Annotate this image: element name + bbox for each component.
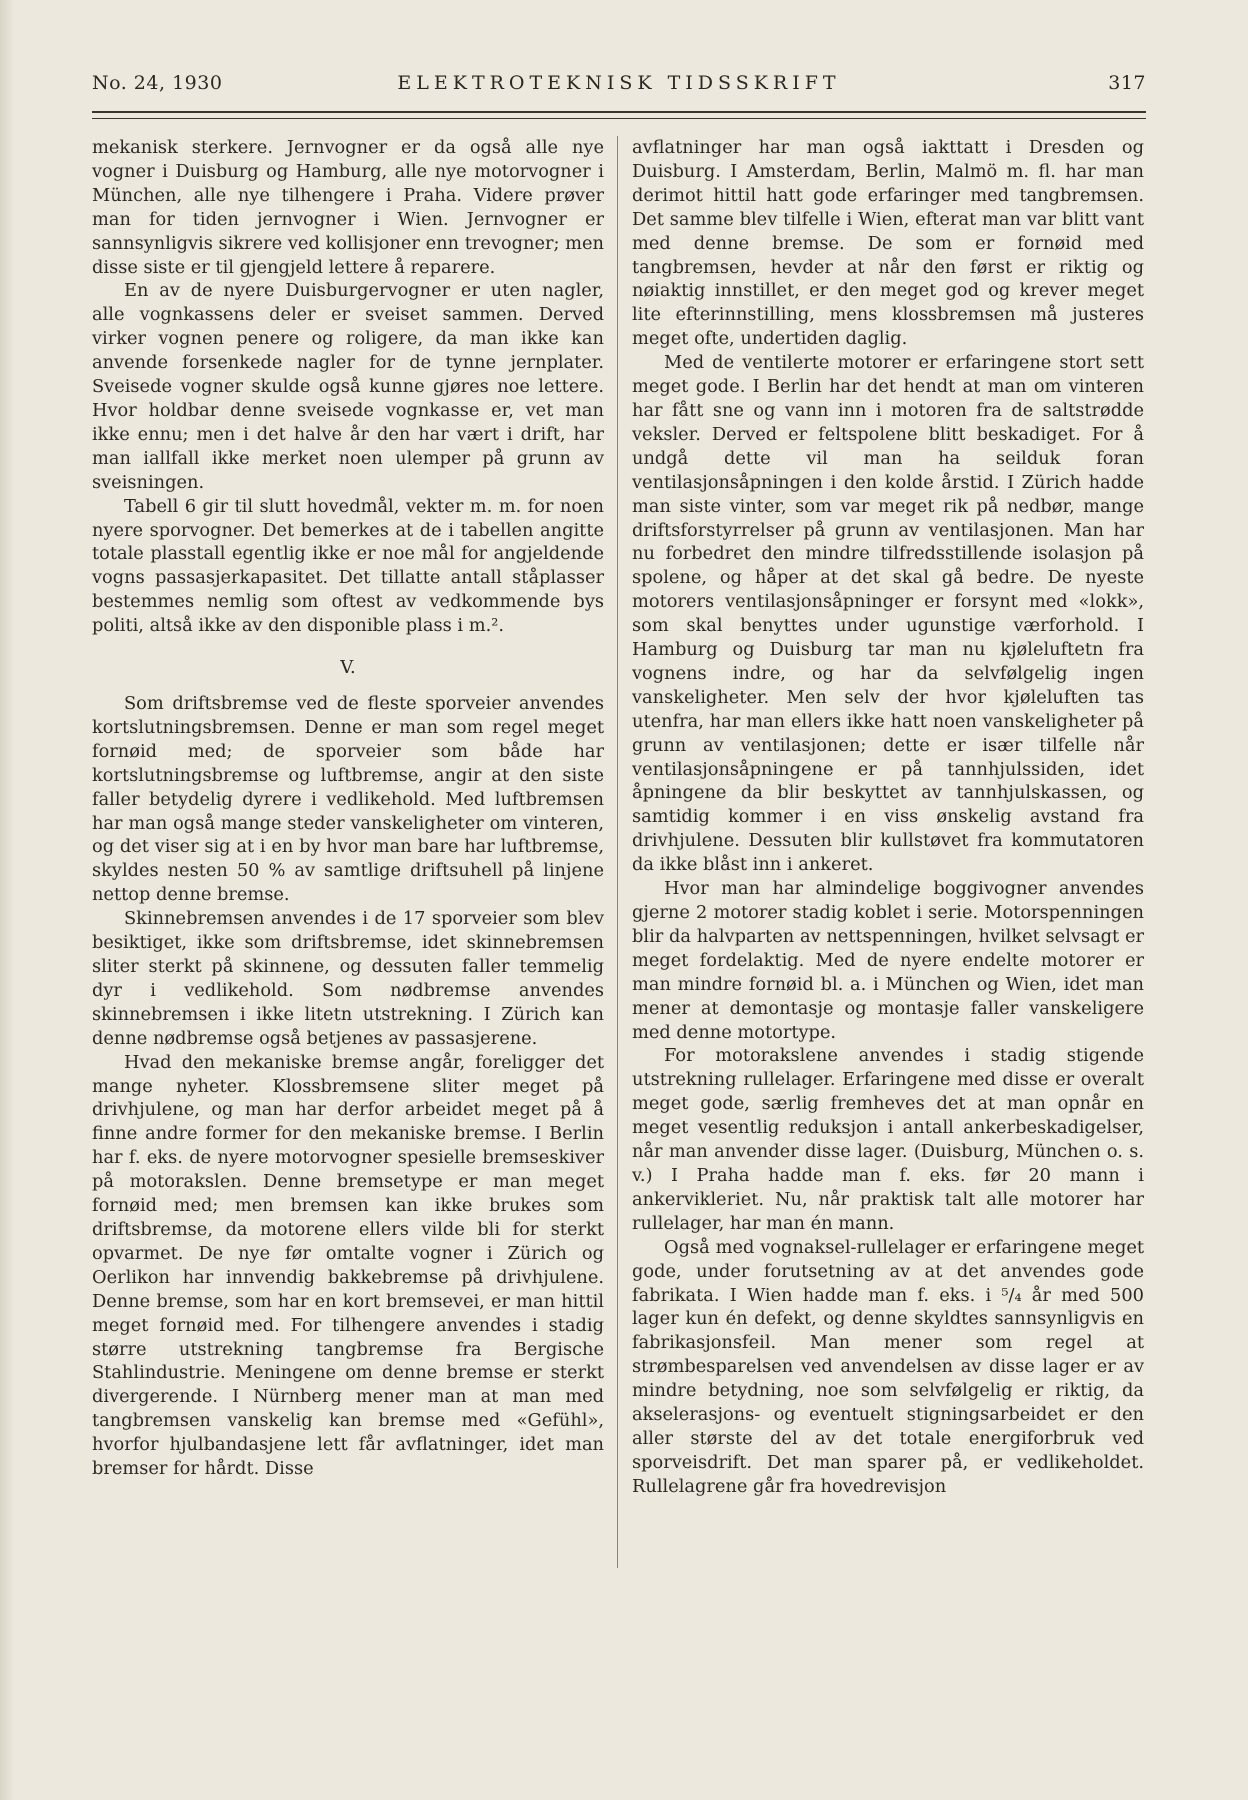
- paragraph: Hvor man har almindelige boggivogner anvendes gjerne 2 motorer stadig koblet i serie. Motorspenningen blir da halvparten av nettspenningen, hvilket selvsagt er meget fordelaktig. Med de nyere endelte motorer er man mindre fornøid bl. a. i München og Wien, idet man mener at demontasje og montasje faller vanskeligere med denne motortype.: [632, 878, 1144, 1043]
- paragraph: mekanisk sterkere. Jernvogner er da også alle nye vogner i Duisburg og Hamburg, alle nye motorvogner i München, alle nye tilhengere i Praha. Videre prøver man for tiden jernvogner i Wien. Jernvogner er sannsynligvis sikrere ved kollisjoner enn trevogner; men disse siste er til gjengjeld lettere å reparere.: [92, 137, 604, 278]
- paragraph: Også med vognaksel-rullelager er erfaringene meget gode, under forutsetning av at det anvendes gode fabrikata. I Wien hadde man f. eks. i ⁵/₄ år med 500 lager kun én defekt, og denne skyldtes sannsynligvis en fabrikasjonsfeil. Man mener som regel at strømbesparelsen ved anvendelsen av disse lager er av mindre betydning, noe som selvfølgelig er riktig, da akselerasjons- og eventuelt stigningsarbeidet er den aller største del av det totale energiforbruk ved sporveisdrift. Det man sparer på, er vedlikeholdet. Rullelagrene går fra hovedrevisjon: [632, 1236, 1144, 1497]
- journal-title: ELEKTROTEKNISK TIDSSKRIFT: [397, 72, 841, 94]
- paragraph: Hvad den mekaniske bremse angår, foreligger det mange nyheter. Klossbremsene sliter meget på drivhjulene, og man har derfor arbeidet meget på å finne andre former for den mekaniske bremse. I Berlin har f. eks. de nyere motorvogner spesielle bremseskiver på motorakslen. Denne bremsetype er man meget fornøid med; men bremsen kan ikke brukes som driftsbremse, da motorene ellers vilde bli for sterkt opvarmet. De nye før omtalte vogner i Zürich og Oerlikon har innvendig bakkebremse på drivhjulene. Denne bremse, som har en kort bremsevei, er man hittil meget fornøid med. For tilhengere anvendes i stadig større utstrekning tangbremse fra Bergische Stahlindustrie. Meningene om denne bremse er sterkt divergerende. I Nürnberg mener man at man med tangbremsen vanskelig kan bremse med «Gefühl», hvorfor hjulbandasjene lett får avflatninger, idet man bremser for hårdt. Disse: [92, 1051, 604, 1480]
- column-divider: [617, 136, 618, 1568]
- left-column: [92, 136, 604, 1481]
- paragraph: For motorakslene anvendes i stadig stigende utstrekning rullelager. Erfaringene med disse er overalt meget gode, særlig fremheves det at man opnår en meget vesentlig reduksjon i antall ankerbeskadigelser, når man anvender disse lager. (Duisburg, München o. s. v.) I Praha hadde man f. eks. før 20 mann i ankervikleriet. Nu, når praktisk talt alle motorer har rullelager, har man én mann.: [632, 1045, 1144, 1234]
- running-header: [92, 70, 1146, 100]
- paragraph: avflatninger har man også iakttatt i Dresden og Duisburg. I Amsterdam, Berlin, Malmö m. fl. har man derimot hittil hatt gode erfaringer med tangbremsen. Det samme blev tilfelle i Wien, efterat man var blitt vant med denne bremse. De som er fornøid med tangbremsen, hevder at når den først er riktig og nøiaktig innstillet, er den meget god og krever meget lite efterinnstilling, mens klossbremsen må justeres meget ofte, undertiden daglig.: [632, 137, 1144, 350]
- paragraph: Med de ventilerte motorer er erfaringene stort sett meget gode. I Berlin har det hendt at man om vinteren har fått sne og vann inn i motoren fra de saltstrødde veksler. Derved er feltspolene blitt beskadiget. For å undgå dette vil man ha seilduk foran ventilasjonsåpningen i den kolde årstid. I Zürich hadde man siste vinter, som var meget rik på nedbør, mange driftsforstyrrelser på grunn av ventilasjonen. Man har nu forbedret den mindre tilfredsstillende isolasjon på spolene, og håper at det skal gå bedre. De nyeste motorers ventilasjonsåpninger er forsynt med «lokk», som skal benyttes under ugunstige værforhold. I Hamburg og Duisburg tar man nu kjøleluftetn fra vognens indre, og har da selvfølgelig ingen vanskeligheter. Men selv der hvor kjøleluften tas utenfra, har man ellers ikke hatt noen vanskeligheter på grunn av ventilasjonen; dette er især tilfelle når ventilasjonsåpningene er på tannhjulssiden, idet åpningene da blir beskyttet av tannhjulskassen, og samtidig kommer i en viss ønskelig avstand fra drivhjulene. Dessuten blir kullstøvet fra kommutatoren da ikke blåst inn i ankeret.: [632, 352, 1144, 876]
- issue-number: No. 24, 1930: [92, 72, 223, 94]
- page-number: 317: [1108, 72, 1146, 94]
- paragraph: Skinnebremsen anvendes i de 17 sporveier som blev besiktiget, ikke som driftsbremse, idet skinnebremsen sliter sterkt på skinnene, og dessuten faller temmelig dyr i vedlikehold. Som nødbremse anvendes skinnebremsen i ikke litetn utstrekning. I Zürich kan denne nødbremse også betjenes av passasjerene.: [92, 908, 604, 1049]
- paragraph: Som driftsbremse ved de fleste sporveier anvendes kortslutningsbremsen. Denne er man som regel meget fornøid med; de sporveier som både har kortslutningsbremse og luftbremse, angir at den siste faller betydelig dyrere i vedlikehold. Med luftbremsen har man også mange steder vanskeligheter om vinteren, og det viser sig at i en by hvor man bare har luftbremse, skyldes nesten 50 % av samtlige driftsuhell på linjene nettop denne bremse.: [92, 693, 604, 906]
- header-rule: [92, 111, 1146, 119]
- right-column: [632, 136, 1144, 1499]
- paragraph: En av de nyere Duisburgervogner er uten nagler, alle vognkassens deler er sveiset sammen. Derved virker vognen penere og roligere, da man ikke kan anvende forsenkede nagler for de tynne jernplater. Sveisede vogner skulde også kunne gjøres noe lettere. Hvor holdbar denne sveisede vognkasse er, vet man ikke ennu; men i det halve år den har vært i drift, har man iallfall ikke merket noen ulemper på grunn av sveisningen.: [92, 280, 604, 493]
- page-edge-shadow: [0, 0, 14, 1800]
- paragraph: Tabell 6 gir til slutt hovedmål, vekter m. m. for noen nyere sporvogner. Det bemerkes at de i tabellen angitte totale plasstall egentlig ikke er noe mål for angjeldende vogns passasjerkapasitet. Det tillatte antall ståplasser bestemmes nemlig som oftest av vedkommende bys politi, altså ikke av den disponible plass i m.².: [92, 495, 604, 637]
- section-heading: V.: [340, 657, 356, 679]
